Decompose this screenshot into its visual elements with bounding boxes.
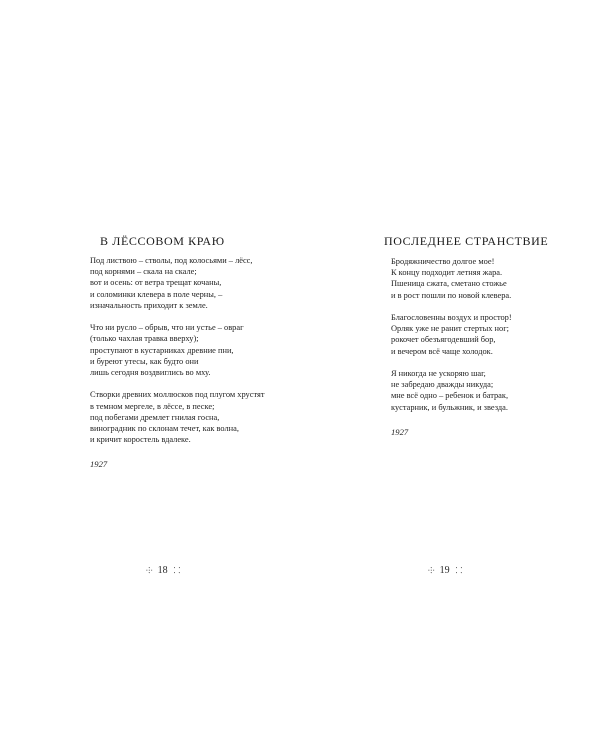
- poem-body: [391, 256, 512, 438]
- poem-line: Благословенны воздух и простор!: [391, 313, 512, 322]
- poem-line: под побегами дремлет гнилая госна,: [90, 412, 220, 422]
- poem-line: Под листвою – стволы, под колосьями – лёсс,: [90, 256, 253, 265]
- stanza: [90, 389, 265, 445]
- poem-line: и соломинки клевера в поле черны, –: [90, 289, 223, 299]
- page-number: 19: [439, 565, 450, 576]
- poem-line: Орляк уже не ранит стертых ног;: [391, 324, 509, 334]
- poem-title: В ЛЁССОВОМ КРАЮ: [100, 234, 225, 248]
- poem-line: рокочет обезъягодевший бор,: [391, 335, 496, 345]
- poem-line: под корнями – скала на скале;: [90, 267, 197, 277]
- ornament-left-icon: ⸭: [146, 566, 152, 575]
- page-number-block: [428, 565, 461, 576]
- poem-line: не забредаю дважды никуда;: [391, 380, 494, 390]
- ornament-right-icon: ⸬: [173, 566, 180, 575]
- stanza: [391, 256, 512, 301]
- poem-line: Пшеница сжата, сметано стожье: [391, 279, 507, 289]
- poem-line: Что ни русло – обрыв, что ни устье – овраг: [90, 323, 244, 333]
- poem-year: 1927: [391, 426, 409, 437]
- poem-year: 1927: [90, 459, 108, 470]
- stanza: [391, 368, 512, 413]
- poem-line: изначальность приходит к земле.: [90, 300, 208, 310]
- poem-line: (только чахлая травка вверху);: [90, 334, 199, 344]
- poem-line: кустарник, и бульжник, и звезда.: [391, 402, 508, 412]
- poem-line: и в рост пошли по новой клевера.: [391, 290, 512, 300]
- poem-title: ПОСЛЕДНЕЕ СТРАНСТВИЕ: [384, 234, 549, 248]
- poem-line: и буреют утесы, как будто они: [90, 356, 199, 366]
- poem-line: виноградник по склонам течет, как волна,: [90, 424, 239, 434]
- poem-line: лишь сегодня воздвиглись во мху.: [90, 368, 211, 378]
- ornament-left-icon: ⸭: [428, 566, 434, 575]
- poem-line: Бродяжничество долгое мое!: [391, 257, 495, 266]
- poem-line: мне всё одно – ребенок и батрак,: [391, 391, 509, 401]
- poem-line: и вечером всё чаще холодок.: [391, 346, 493, 356]
- poem-line: К концу подходит летняя жара.: [391, 268, 503, 278]
- poem-line: Створки древних моллюсков под плугом хрустят: [90, 390, 265, 400]
- ornament-right-icon: ⸬: [455, 566, 462, 575]
- poem-body: [90, 255, 265, 471]
- poem-line: вот и осень: от ветра трещат кочаны,: [90, 278, 222, 288]
- page-number-block: [146, 565, 179, 576]
- poem-line: Я никогда не ускоряю шаг,: [391, 369, 486, 378]
- poem-line: проступают в кустарниках древние пни,: [90, 345, 234, 355]
- stanza: [90, 255, 265, 311]
- poem-line: и кричит коростель вдалеке.: [90, 435, 191, 445]
- page-number: 18: [157, 565, 168, 576]
- poem-line: в темном мергеле, в лёссе, в песке;: [90, 401, 215, 411]
- right-page: [300, 0, 600, 750]
- stanza: [391, 312, 512, 357]
- stanza: [90, 322, 265, 378]
